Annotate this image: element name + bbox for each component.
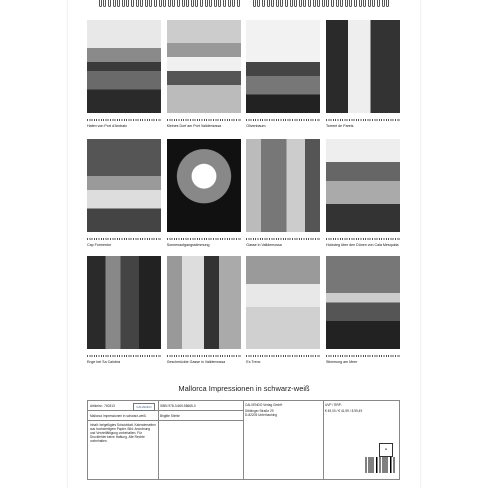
photo-image [326,139,400,232]
spiral-ring [372,0,375,7]
spiral-ring [131,0,134,7]
calendar-day-marks [246,355,320,357]
barcode-icon [365,457,395,473]
calendar-back-page [68,0,420,488]
spiral-ring [253,0,256,7]
description-text: Inhalt: beigefügtes Schutzblatt. Kalenderseiten aus hochwertigem Papier. Bild: Anordnung und Vervielfältigung vorbehalten. Für Druckfehler keine Haftung. Alle Rechte vorbehalten. [90,423,156,443]
spiral-ring [359,0,362,7]
spiral-binding [68,0,420,8]
mini-calendar-strip [87,115,161,122]
format-note: Mallorca Impressionen in schwarz-weiß [90,414,146,418]
info-box [87,400,400,480]
calendar-day-marks [87,119,161,121]
publisher-street: Dibbinger Straße 29 [245,409,274,413]
photo-caption: Stimmung am Meer [326,360,358,364]
photo-image [246,139,320,232]
mini-calendar-strip [87,351,161,358]
photo-caption: Holzsteg über den Dünen von Cala Mesquida [326,243,399,247]
spiral-ring [349,0,352,7]
spiral-ring [163,0,166,7]
spiral-ring [331,0,334,7]
price: € 49,00 / € 41,99 / $ 59,49 [325,409,363,413]
spiral-ring [340,0,343,7]
spiral-ring [294,0,297,7]
spiral-ring [386,0,389,7]
photo-image [167,20,241,113]
article-number: Artikelnr.: 760313 [90,404,115,408]
mini-calendar-strip [167,234,241,241]
info-col-price [323,401,401,479]
spiral-ring [149,0,152,7]
calendar-day-marks [326,238,400,240]
mini-calendar-strip [326,351,400,358]
spiral-ring [182,0,185,7]
mini-calendar-strip [246,115,320,122]
eco-label-icon: ♻ [379,443,393,457]
spiral-ring [257,0,260,7]
spiral-ring [223,0,226,7]
spiral-ring [368,0,371,7]
spiral-ring [209,0,212,7]
spiral-ring [214,0,217,7]
calendar-day-marks [167,355,241,357]
spiral-ring [308,0,311,7]
mini-calendar-strip [167,115,241,122]
spiral-ring [377,0,380,7]
spiral-ring [218,0,221,7]
isbn-row [158,401,243,411]
photo-cell [246,139,320,247]
photo-cell [166,139,241,247]
photo-caption: Olivenbaum [246,124,266,128]
photo-cell [166,20,241,128]
uvp-label: UVP / RRP: [325,403,342,407]
photo-image [246,20,320,113]
spiral-ring [290,0,293,7]
spiral-ring [313,0,316,7]
calendar-title: Mallorca Impressionen in schwarz-weiß [178,384,310,393]
publisher-name: CALVENDO Verlag GmbH [245,403,283,407]
spiral-ring [345,0,348,7]
spiral-ring [103,0,106,7]
spiral-ring [276,0,279,7]
mini-calendar-strip [167,351,241,358]
spiral-ring [145,0,148,7]
photo-cell [87,256,161,364]
spiral-ring [267,0,270,7]
photo-caption: Kleines Dorf am Port Valldemossa [166,124,222,128]
calendar-day-marks [326,119,400,121]
spiral-ring [322,0,325,7]
format-row [88,411,158,421]
spiral-ring [363,0,366,7]
spiral-ring [354,0,357,7]
photo-image [87,256,161,349]
spiral-ring [154,0,157,7]
photo-image [326,20,400,113]
photo-cell [326,256,400,364]
spiral-ring [271,0,274,7]
spiral-ring [200,0,203,7]
spiral-ring [136,0,139,7]
spiral-ring [99,0,102,7]
calendar-day-marks [167,119,241,121]
spiral-ring [205,0,208,7]
photo-caption: Cap Formentor [87,243,112,247]
calvendo-logo: CALVENDO [133,403,155,411]
photo-caption: Enge bei Sa Calobra [87,360,121,364]
spiral-ring [232,0,235,7]
spiral-ring [241,0,251,7]
author-row [158,411,243,421]
photo-image [87,20,161,113]
calendar-day-marks [326,355,400,357]
spiral-ring [237,0,240,7]
spiral-ring [140,0,143,7]
spiral-ring [177,0,180,7]
photo-cell [246,256,320,364]
spiral-ring [262,0,265,7]
calendar-day-marks [87,355,161,357]
photo-cell [326,139,400,247]
photo-image [87,139,161,232]
photo-image [167,139,241,232]
calendar-day-marks [87,238,161,240]
spiral-ring [326,0,329,7]
spiral-ring [168,0,171,7]
author: Brigitte Stehle [160,414,180,418]
spiral-ring [382,0,385,7]
photo-cell [87,20,161,128]
photo-cell [166,256,241,364]
article-row [88,401,158,411]
isbn: ISBN 978-3-669-58665-0 [160,404,196,408]
photo-caption: Sonnenaufgangsstimmung [166,243,210,247]
photo-cell [87,139,161,247]
spiral-ring [126,0,129,7]
photo-image [326,256,400,349]
spiral-ring [336,0,339,7]
spiral-ring [108,0,111,7]
spiral-ring [186,0,189,7]
info-col-isbn [158,401,244,479]
mini-calendar-strip [326,234,400,241]
photo-cell [326,20,400,128]
photo-image [246,256,320,349]
spiral-ring [285,0,288,7]
info-col-article [88,401,159,479]
spiral-ring [191,0,194,7]
spiral-ring [299,0,302,7]
spiral-ring [317,0,320,7]
photo-caption: Torrent de Pareis [326,124,354,128]
mini-calendar-strip [87,234,161,241]
mini-calendar-strip [246,351,320,358]
photo-caption: Geschmückte Gasse in Valldemossa [166,360,226,364]
calendar-day-marks [246,119,320,121]
photo-cell [246,20,320,128]
info-col-publisher [243,401,324,479]
photo-image [167,256,241,349]
publisher-city: D-82205 Unterhaching [245,413,278,417]
photo-caption: Hafen von Port d'Andratx [87,124,128,128]
spiral-ring [280,0,283,7]
mini-calendar-strip [326,115,400,122]
spiral-ring [113,0,116,7]
spiral-ring [122,0,125,7]
photo-caption: Gasse in Valldemossa [246,243,282,247]
spiral-ring [195,0,198,7]
spiral-ring [172,0,175,7]
photo-caption: Es Trenc [246,360,261,364]
calendar-day-marks [246,238,320,240]
mini-calendar-strip [246,234,320,241]
spiral-ring [303,0,306,7]
calendar-day-marks [167,238,241,240]
spiral-ring [228,0,231,7]
spiral-ring [159,0,162,7]
spiral-ring [117,0,120,7]
